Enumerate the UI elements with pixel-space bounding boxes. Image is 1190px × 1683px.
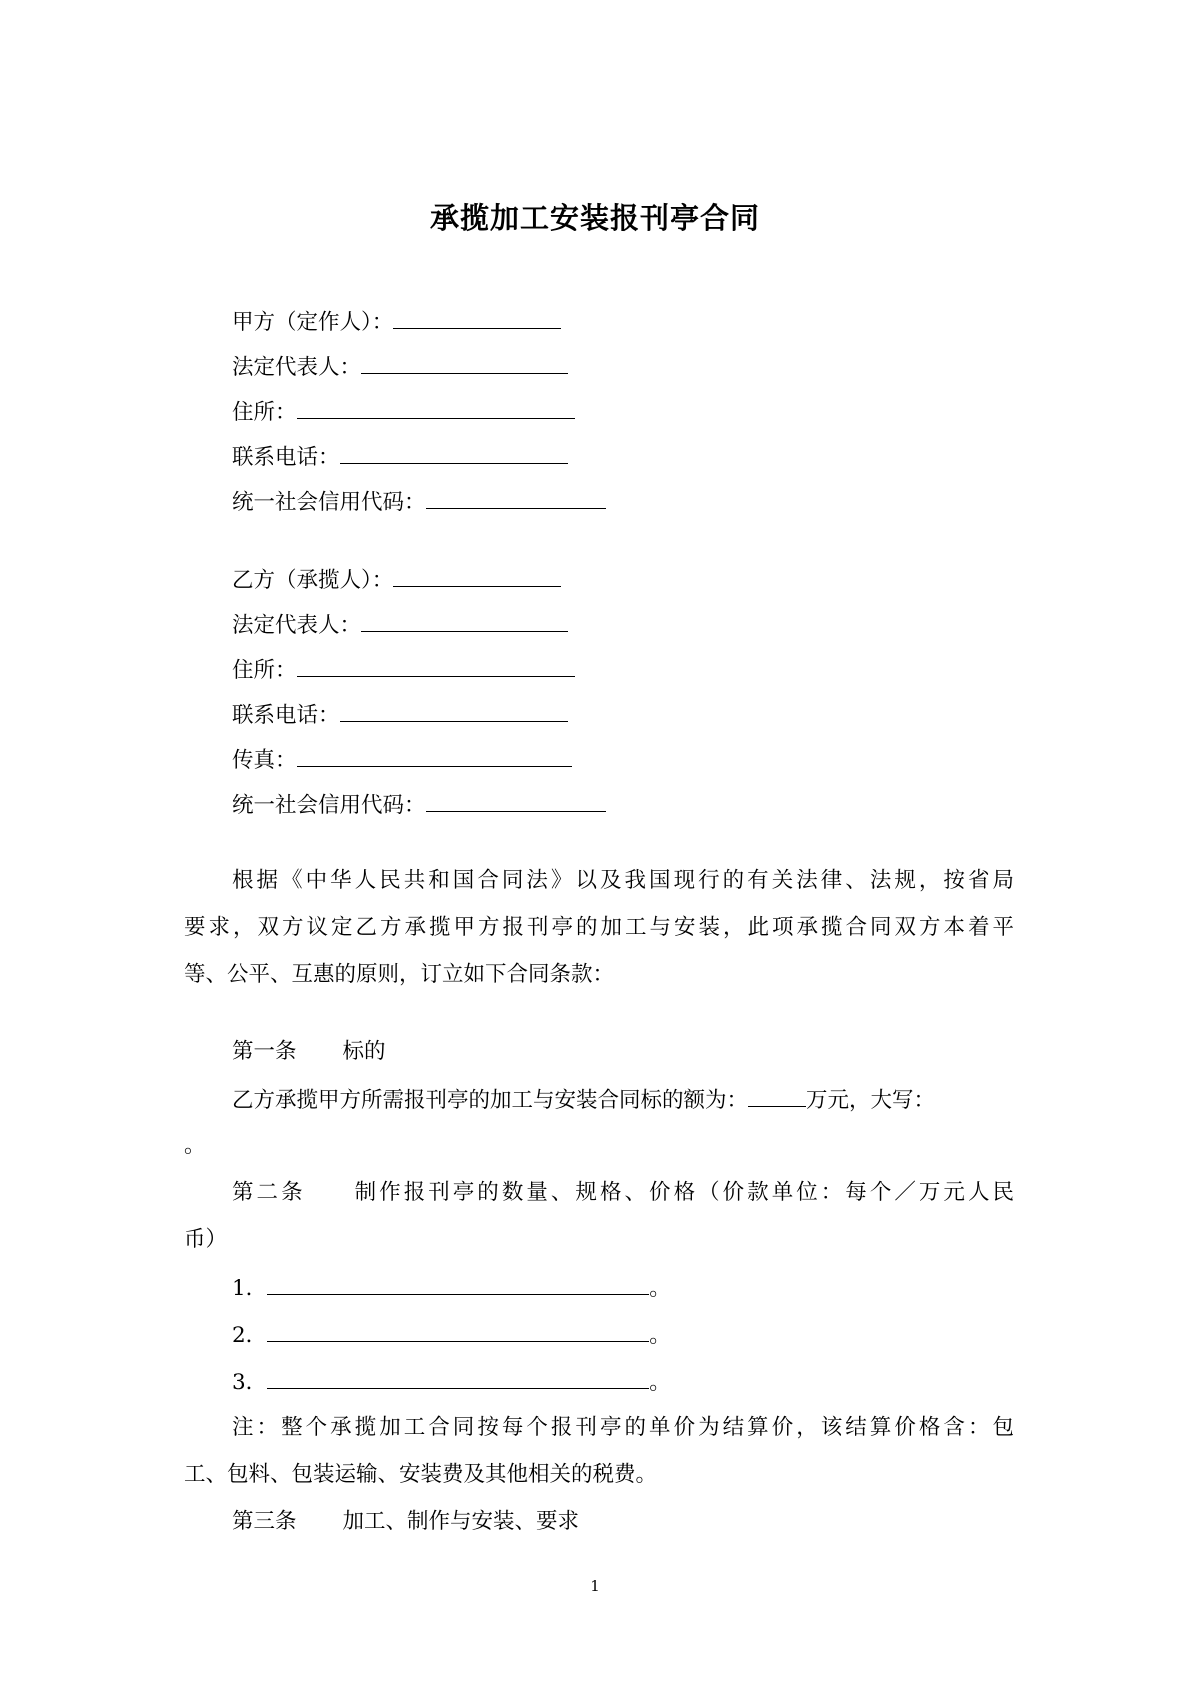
party-b-phone-label: 联系电话： <box>232 703 340 728</box>
item-2-blank[interactable] <box>267 1319 649 1342</box>
party-a-address-label: 住所： <box>232 400 297 425</box>
party-a-credit-code-blank[interactable] <box>426 486 606 509</box>
article-2-line-1: 制作报刊亭的数量、规格、价格（价款单位：每个／万元人民 <box>351 1180 1014 1205</box>
article-2-note-line-1: 注：整个承揽加工合同按每个报刊亭的单价为结算价，该结算价格含：包 <box>232 1415 1014 1440</box>
article-1-text-row <box>184 1084 1014 1116</box>
article-1-text-before: 乙方承揽甲方所需报刊亭的加工与安装合同标的额为： <box>232 1088 749 1113</box>
party-a-address-row <box>232 396 575 428</box>
party-a-heading: 甲方（定作人）： <box>232 310 394 335</box>
article-3-name: 加工、制作与安装、要求 <box>342 1509 580 1534</box>
article-1-heading <box>232 1037 386 1067</box>
party-b-name-blank[interactable] <box>393 564 561 587</box>
party-a-name-blank[interactable] <box>393 306 561 329</box>
party-a-legal-rep-row <box>232 351 568 383</box>
item-3-end: 。 <box>649 1370 671 1395</box>
party-b-phone-blank[interactable] <box>340 699 568 722</box>
article-2-note-line-2: 工、包料、包装运输、安装费及其他相关的税费。 <box>184 1462 658 1487</box>
party-b-credit-code-row <box>232 789 606 821</box>
item-1-end: 。 <box>649 1276 671 1301</box>
party-a-credit-code-label: 统一社会信用代码： <box>232 490 426 515</box>
party-b-phone-row <box>232 699 568 731</box>
article-1-number: 第一条 <box>232 1039 297 1064</box>
item-1-blank[interactable] <box>267 1272 649 1295</box>
party-b-address-blank[interactable] <box>297 654 575 677</box>
party-a-legal-rep-label: 法定代表人： <box>232 355 362 380</box>
article-2-line-2: 币） <box>184 1227 228 1252</box>
party-a-legal-rep-blank[interactable] <box>361 351 568 374</box>
document-title: 承揽加工安装报刊亭合同 <box>429 201 760 235</box>
party-a-phone-label: 联系电话： <box>232 445 340 470</box>
party-a-phone-blank[interactable] <box>340 441 568 464</box>
article-3-heading <box>232 1507 579 1537</box>
party-b-fax-blank[interactable] <box>297 744 572 767</box>
party-b-heading-row <box>232 564 561 596</box>
party-b-fax-row <box>232 744 572 776</box>
party-b-credit-code-blank[interactable] <box>426 789 606 812</box>
preamble-line-3: 等、公平、互惠的原则，订立如下合同条款： <box>184 962 615 987</box>
party-a-heading-row <box>232 306 561 338</box>
article-2-item-2 <box>232 1319 671 1351</box>
preamble-line-2: 要求，双方议定乙方承揽甲方报刊亭的加工与安装，此项承揽合同双方本着平 <box>184 915 1014 940</box>
party-b-heading: 乙方（承揽人）： <box>232 568 394 593</box>
article-1-name: 标的 <box>342 1039 386 1064</box>
article-1-tail: 。 <box>184 1133 206 1158</box>
article-2-number: 第二条 <box>232 1180 306 1205</box>
page-number: 1 <box>590 1577 600 1595</box>
party-b-legal-rep-row <box>232 609 568 641</box>
article-2-item-3 <box>232 1366 671 1398</box>
item-3-blank[interactable] <box>267 1366 649 1389</box>
party-b-credit-code-label: 统一社会信用代码： <box>232 793 426 818</box>
article-1-text-after: 万元，大写： <box>806 1088 936 1113</box>
article-3-number: 第三条 <box>232 1509 297 1534</box>
article-2-heading-line-1 <box>184 1178 1014 1208</box>
party-b-address-row <box>232 654 575 686</box>
party-a-credit-code-row <box>232 486 606 518</box>
item-2-number: 2． <box>232 1323 268 1348</box>
article-2-item-1 <box>232 1272 671 1304</box>
item-1-number: 1． <box>232 1276 268 1301</box>
party-a-phone-row <box>232 441 568 473</box>
preamble-line-1: 根据《中华人民共和国合同法》以及我国现行的有关法律、法规，按省局 <box>232 868 1014 893</box>
party-b-fax-label: 传真： <box>232 748 297 773</box>
party-b-address-label: 住所： <box>232 658 297 683</box>
item-2-end: 。 <box>649 1323 671 1348</box>
party-b-legal-rep-blank[interactable] <box>361 609 568 632</box>
party-b-legal-rep-label: 法定代表人： <box>232 613 362 638</box>
item-3-number: 3． <box>232 1370 268 1395</box>
contract-amount-blank[interactable] <box>748 1084 806 1107</box>
party-a-address-blank[interactable] <box>297 396 575 419</box>
